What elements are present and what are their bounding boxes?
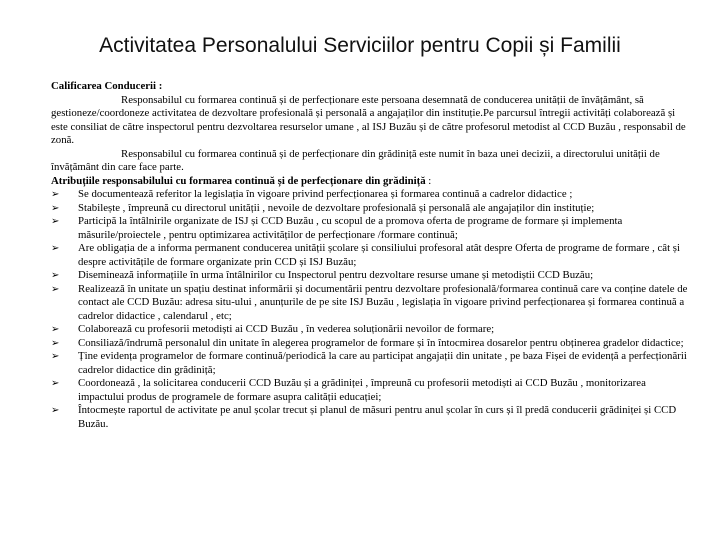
arrow-bullet-icon: ➢ bbox=[51, 216, 60, 227]
list-item-text: Consiliază/îndrumă personalul din unitate în alegerea programelor de formare și în întocmirea dosarelor pentru obținerea gradelor didactice; bbox=[78, 336, 684, 349]
arrow-bullet-icon: ➢ bbox=[51, 202, 60, 214]
list-item bbox=[51, 337, 691, 351]
arrow-bullet-icon: ➢ bbox=[51, 189, 60, 200]
arrow-bullet-icon: ➢ bbox=[51, 337, 60, 349]
list-item bbox=[51, 188, 691, 202]
attributions-list bbox=[51, 188, 691, 431]
list-item bbox=[51, 242, 691, 269]
list-item-text: Se documentează referitor la legislația în vigoare privind perfecționarea și formarea continuă a cadrelor didactice ; bbox=[78, 188, 573, 200]
slide-title: Activitatea Personalului Serviciilor pentru Copii și Familii bbox=[99, 34, 621, 57]
list-item-text: Colaborează cu profesorii metodiști ai CCD Buzău , în vederea soluționării nevoilor de formare; bbox=[78, 323, 495, 335]
arrow-bullet-icon: ➢ bbox=[51, 378, 60, 389]
list-item bbox=[51, 377, 691, 404]
arrow-bullet-icon: ➢ bbox=[51, 243, 60, 254]
section-heading-attributions-line bbox=[51, 175, 691, 189]
list-item bbox=[51, 323, 691, 337]
section-heading-attributions: Atribuțiile responsabilului cu formarea continuă și de perfecționare din grădiniță bbox=[51, 174, 426, 187]
list-item-text: Diseminează informațiile în urma întâlnirilor cu Inspectorul pentru dezvoltare resurse umane și metodiștii CCD Buzău; bbox=[78, 269, 594, 281]
list-item-text: Coordonează , la solicitarea conducerii CCD Buzău și a grădiniței , împreună cu profesorii metodiști ai CCD Buzău , monitorizarea impactului produs de programele de formare asupra calității educației; bbox=[78, 377, 646, 403]
arrow-bullet-icon: ➢ bbox=[51, 283, 60, 295]
list-item bbox=[51, 215, 691, 242]
list-item bbox=[51, 404, 691, 431]
list-item-text: Ține evidența programelor de formare continuă/periodică la care au participat angajații din unitate , pe baza Fișei de evidență a perfecționării cadrelor didactice din grădiniță; bbox=[78, 350, 687, 376]
slide-body bbox=[51, 80, 691, 431]
arrow-bullet-icon: ➢ bbox=[51, 324, 60, 335]
arrow-bullet-icon: ➢ bbox=[51, 351, 60, 362]
list-item-text: Realizează în unitate un spațiu destinat informării și documentării pentru dezvoltare profesională/formarea continuă care va conține datele de contact ale CCD Buzău: adresa situ-ului , anunțurile de pe site ISJ Buzău , legislația în vigoare privind perfecționarea și formarea continuă a cadrelor didactice , calendarul , etc; bbox=[78, 282, 688, 322]
list-item bbox=[51, 350, 691, 377]
list-item-text: Întocmește raportul de activitate pe anul școlar trecut și planul de măsuri pentru anul școlar în curs și îl predă conducerii grădiniței și CCD Buzău. bbox=[78, 404, 677, 430]
list-item-text: Stabilește , împreună cu directorul unității , nevoile de dezvoltare profesională și personală ale angajaților din instituție; bbox=[78, 201, 595, 214]
list-item-text: Are obligația de a informa permanent conducerea unității școlare și consiliului profesoral atât despre Oferta de programe de formare , cât și despre activitățile de formare organizate prin CCD și ISJ Buzău; bbox=[78, 242, 680, 268]
arrow-bullet-icon: ➢ bbox=[51, 405, 60, 416]
arrow-bullet-icon: ➢ bbox=[51, 270, 60, 281]
list-item bbox=[51, 202, 691, 216]
paragraph-responsible-role: Responsabilul cu formarea continuă și de perfecționare este persoana desemnată de conducerea unității de învățământ, să gestioneze/coordoneze activitatea de dezvoltare profesională și personală a angajaților din instituție.Pe parcursul întregii activități colaborează și este consiliat de către inspectorul pentru dezvoltarea resurselor umane , al ISJ Buzău și de către profesorul metodist al CCD Buzău , responsabil de zonă. bbox=[51, 93, 686, 146]
paragraph-appointment: Responsabilul cu formarea continuă și de perfecționare din grădiniță este numit în baza unei decizii, a directorului unității de învățământ din care face parte. bbox=[51, 147, 660, 173]
section-heading-qualification: Calificarea Conducerii : bbox=[51, 80, 163, 92]
section-heading-suffix: : bbox=[425, 174, 432, 187]
list-item bbox=[51, 283, 691, 324]
list-item bbox=[51, 269, 691, 283]
list-item-text: Participă la întâlnirile organizate de ISJ și CCD Buzău , cu scopul de a promova oferta de programe de formare și implementa măsurile/proiectele , pentru optimizarea activităților de perfecționare /formare continuă; bbox=[78, 215, 623, 241]
